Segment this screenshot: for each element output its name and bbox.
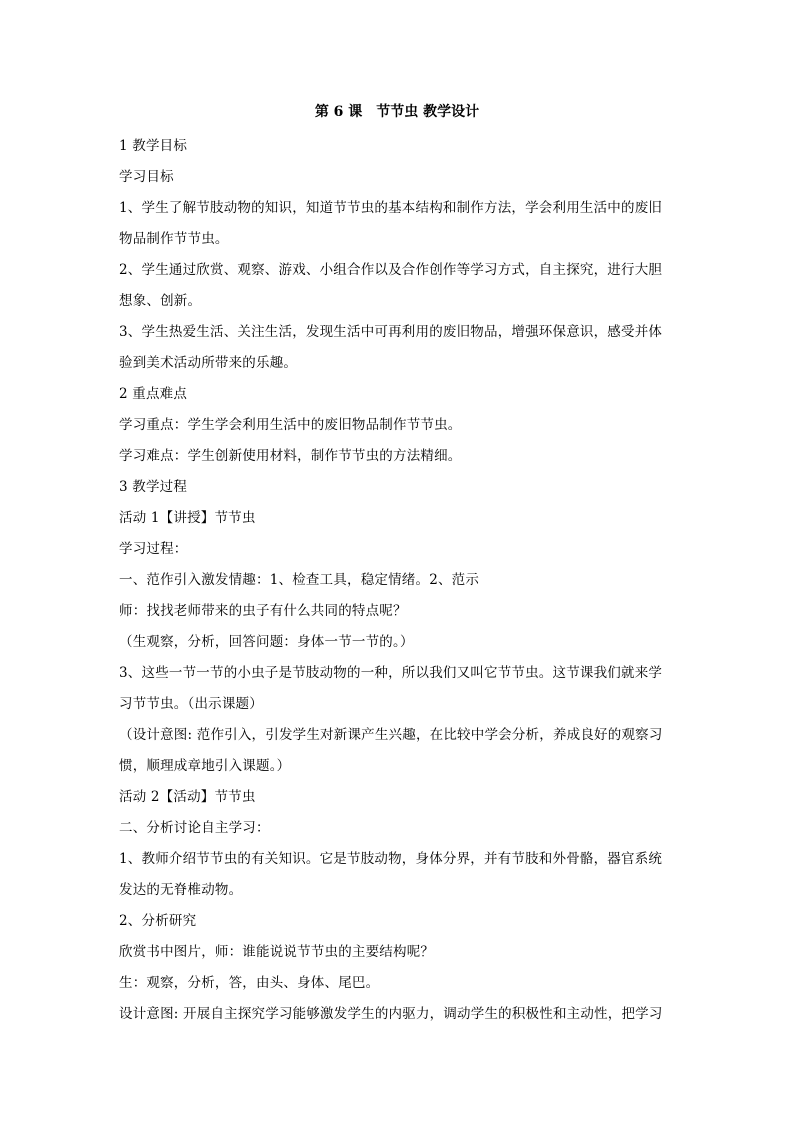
section-heading-key-points: 2 重点难点: [119, 386, 188, 402]
paragraph-line: （生观察，分析，回答问题：身体一节一节的。）: [119, 634, 414, 650]
subheading-learning-goals: 学习目标: [119, 169, 174, 185]
document-title: 第 6 课 节节虫 教学设计: [314, 104, 480, 120]
document-body: [119, 131, 679, 1030]
paragraph-line: 学习难点：学生创新使用材料，制作节节虫的方法精细。: [119, 448, 462, 464]
paragraph-line: 欣赏书中图片，师：谁能说说节节虫的主要结构呢？: [119, 944, 435, 960]
paragraph-line: 1、教师介绍节节虫的有关知识。它是节肢动物，身体分界，并有节肢和外骨骼，器官系统: [119, 851, 663, 867]
paragraph-line: 生：观察，分析，答，由头、身体、尾巴。: [119, 975, 380, 991]
paragraph-line: 1、学生了解节肢动物的知识，知道节节虫的基本结构和制作方法，学会利用生活中的废旧: [119, 200, 663, 216]
paragraph-line: 惯，顺理成章地引入课题。）: [119, 758, 291, 774]
paragraph-line: 二、分析讨论自主学习：: [119, 820, 270, 836]
paragraph-line: 设计意图: 开展自主探究学习能够激发学生的内驱力，调动学生的积极性和主动性，把学习: [119, 1006, 663, 1022]
paragraph-line: 一、范作引入激发情趣：1、检查工具，稳定情绪。2、范示: [119, 572, 480, 588]
paragraph-line: 学习重点：学生学会利用生活中的废旧物品制作节节虫。: [119, 417, 462, 433]
paragraph-line: 验到美术活动所带来的乐趣。: [119, 355, 298, 371]
activity-heading: 活动 2【活动】节节虫: [119, 789, 256, 805]
paragraph-line: 师：找找老师带来的虫子有什么共同的特点呢？: [119, 603, 407, 619]
paragraph-line: （设计意图: 范作引入，引发学生对新课产生兴趣，在比较中学会分析，养成良好的观察习: [119, 727, 663, 743]
paragraph-line: 物品制作节节虫。: [119, 231, 229, 247]
paragraph-line: 3、学生热爱生活、关注生活，发现生活中可再利用的废旧物品，增强环保意识，感受并体: [119, 324, 663, 340]
paragraph-line: 3、这些一节一节的小虫子是节肢动物的一种，所以我们又叫它节节虫。这节课我们就来学: [119, 665, 663, 681]
section-heading-process: 3 教学过程: [119, 479, 188, 495]
paragraph-line: 想象、创新。: [119, 293, 202, 309]
section-heading-objectives: 1 教学目标: [119, 138, 188, 154]
activity-heading: 活动 1【讲授】节节虫: [119, 510, 256, 526]
paragraph-line: 习节节虫。（出示课题）: [119, 696, 263, 712]
paragraph-line: 学习过程：: [119, 541, 188, 557]
paragraph-line: 发达的无脊椎动物。: [119, 882, 243, 898]
paragraph-line: 2、学生通过欣赏、观察、游戏、小组合作以及合作创作等学习方式，自主探究，进行大胆: [119, 262, 663, 278]
paragraph-line: 2、分析研究: [119, 913, 197, 929]
